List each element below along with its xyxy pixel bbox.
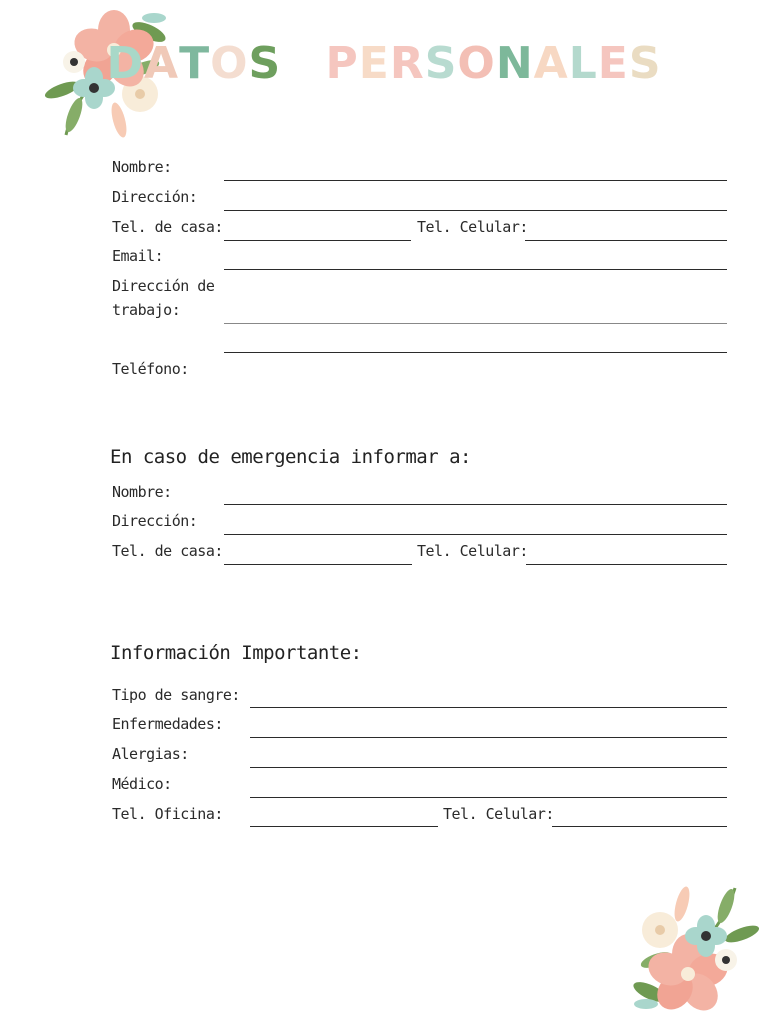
address-label: Dirección: (112, 188, 198, 206)
emergency-address-label: Dirección: (112, 512, 198, 530)
title-word-datos (106, 38, 281, 89)
office-phone-field[interactable] (250, 826, 438, 827)
title-letter: A (533, 38, 569, 89)
email-label: Email: (112, 247, 164, 265)
title-letter: O (210, 38, 249, 89)
title-letter: N (495, 38, 534, 89)
emergency-name-field[interactable] (224, 504, 727, 505)
title-letter: L (568, 38, 598, 89)
emergency-address-field[interactable] (224, 534, 727, 535)
title-letter: D (106, 38, 144, 89)
home-phone-field[interactable] (224, 240, 411, 241)
title-word-personales (326, 38, 662, 89)
phone-label: Teléfono: (112, 360, 189, 378)
allergy-label: Alergias: (112, 745, 189, 763)
floral-corner-icon (630, 882, 760, 1017)
title-letter: P (325, 38, 359, 89)
emergency-name-label: Nombre: (112, 483, 172, 501)
name-field[interactable] (224, 180, 727, 181)
page-title (0, 38, 768, 89)
office-phone-label: Tel. Oficina: (112, 805, 223, 823)
work-address-field[interactable] (224, 323, 727, 324)
blood-type-field[interactable] (250, 707, 727, 708)
title-letter: O (457, 38, 496, 89)
title-letter: S (248, 38, 282, 89)
email-field[interactable] (224, 269, 727, 270)
title-letter: R (389, 38, 425, 89)
title-letter: A (144, 38, 180, 89)
illness-field[interactable] (250, 737, 727, 738)
important-cell-field[interactable] (552, 826, 727, 827)
title-letter: S (424, 38, 458, 89)
home-phone-label: Tel. de casa: (112, 218, 223, 236)
blood-type-label: Tipo de sangre: (112, 686, 240, 704)
title-letter: E (597, 38, 629, 89)
emergency-home-phone-field[interactable] (224, 564, 412, 565)
illness-label: Enfermedades: (112, 715, 223, 733)
doctor-label: Médico: (112, 775, 172, 793)
title-letter: S (628, 38, 662, 89)
work-address-label: Dirección de trabajo: (112, 277, 215, 319)
important-cell-label: Tel. Celular: (443, 805, 554, 823)
emergency-home-phone-label: Tel. de casa: (112, 542, 223, 560)
doctor-field[interactable] (250, 797, 727, 798)
address-field[interactable] (224, 210, 727, 211)
cell-field[interactable] (525, 240, 727, 241)
title-letter: E (358, 38, 390, 89)
work-address-field-2[interactable] (224, 352, 727, 353)
emergency-heading: En caso de emergencia informar a: (110, 446, 471, 468)
emergency-cell-field[interactable] (526, 564, 727, 565)
emergency-cell-label: Tel. Celular: (417, 542, 528, 560)
important-heading: Información Importante: (110, 642, 362, 664)
cell-label: Tel. Celular: (417, 218, 528, 236)
name-label: Nombre: (112, 158, 172, 176)
title-letter: T (179, 38, 211, 89)
allergy-field[interactable] (250, 767, 727, 768)
